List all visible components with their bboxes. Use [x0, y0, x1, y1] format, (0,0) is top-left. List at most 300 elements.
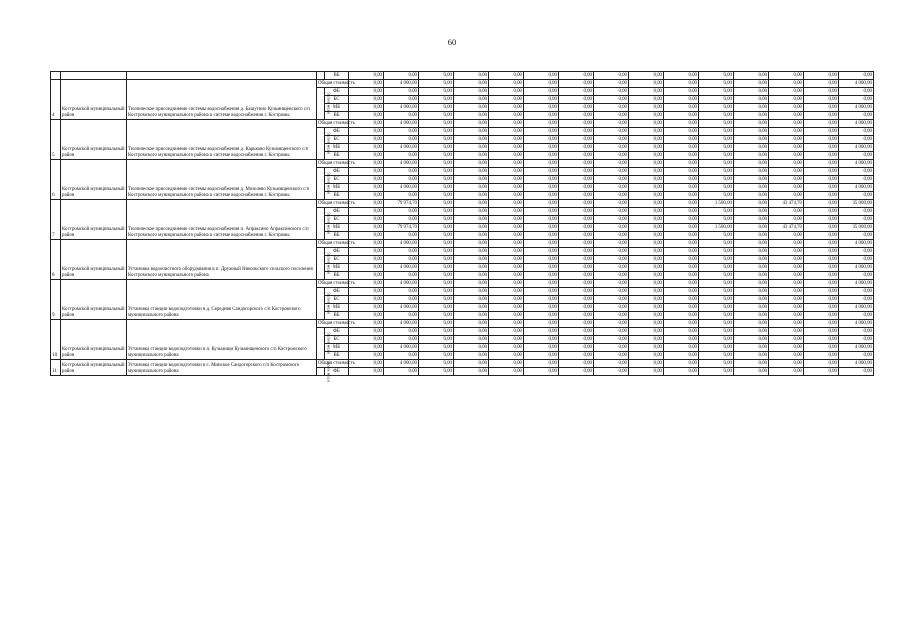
- value-cell: 0,00: [699, 144, 734, 152]
- value-cell: 0,00: [489, 352, 524, 360]
- value-cell: 0,00: [769, 336, 804, 344]
- source-label: БС: [325, 256, 349, 264]
- value-cell: 0,00: [839, 248, 874, 256]
- value-cell: 0,00: [489, 280, 524, 288]
- value-cell: 0,00: [699, 176, 734, 184]
- value-cell: 0,00: [804, 88, 839, 96]
- value-cell: 0,00: [734, 152, 769, 160]
- value-cell: 0,00: [804, 288, 839, 296]
- value-cell: 0,00: [594, 96, 629, 104]
- value-cell: 0,00: [769, 128, 804, 136]
- value-cell: 4 000,00: [839, 280, 874, 288]
- value-cell: 4 000,00: [839, 184, 874, 192]
- source-label: ВБ: [325, 72, 349, 80]
- project-index: 6: [51, 160, 61, 200]
- value-cell: 0,00: [664, 320, 699, 328]
- value-cell: 0,00: [454, 112, 489, 120]
- value-cell: 0,00: [524, 296, 559, 304]
- value-cell: 0,00: [629, 312, 664, 320]
- value-cell: 0,00: [524, 104, 559, 112]
- source-label: БС: [325, 176, 349, 184]
- value-cell: 0,00: [629, 264, 664, 272]
- value-cell: 0,00: [839, 368, 874, 376]
- value-cell: 0,00: [594, 224, 629, 232]
- value-cell: 0,00: [734, 304, 769, 312]
- district-name: Костромской муниципальный район: [61, 200, 127, 240]
- value-cell: 0,00: [454, 168, 489, 176]
- value-cell: 0,00: [664, 80, 699, 88]
- value-cell: 0,00: [804, 336, 839, 344]
- value-cell: 0,00: [524, 248, 559, 256]
- district-name: Костромской муниципальный район: [61, 120, 127, 160]
- source-label: БС: [325, 216, 349, 224]
- value-cell: 0,00: [699, 360, 734, 368]
- value-cell: 0,00: [804, 120, 839, 128]
- value-cell: 4 000,00: [839, 264, 874, 272]
- value-cell: 0,00: [769, 184, 804, 192]
- value-cell: 0,00: [734, 168, 769, 176]
- value-cell: 0,00: [839, 312, 874, 320]
- value-cell: 0,00: [629, 320, 664, 328]
- value-cell: 0,00: [524, 96, 559, 104]
- value-cell: 0,00: [594, 288, 629, 296]
- project-index: 4: [51, 80, 61, 120]
- value-cell: 0,00: [734, 216, 769, 224]
- source-label: ФБ: [325, 208, 349, 216]
- value-cell: 0,00: [349, 72, 384, 80]
- value-cell: 0,00: [769, 72, 804, 80]
- value-cell: 4 000,00: [384, 144, 419, 152]
- value-cell: 0,00: [699, 240, 734, 248]
- value-cell: 0,00: [839, 352, 874, 360]
- value-cell: 4 000,00: [839, 360, 874, 368]
- value-cell: 0,00: [664, 152, 699, 160]
- value-cell: 0,00: [559, 336, 594, 344]
- value-cell: 4 000,00: [384, 104, 419, 112]
- including-label: [317, 288, 331, 320]
- value-cell: 0,00: [664, 96, 699, 104]
- value-cell: 0,00: [349, 336, 384, 344]
- value-cell: 0,00: [839, 96, 874, 104]
- value-cell: 0,00: [489, 168, 524, 176]
- value-cell: 0,00: [594, 256, 629, 264]
- value-cell: 0,00: [664, 264, 699, 272]
- value-cell: 0,00: [804, 112, 839, 120]
- value-cell: 0,00: [664, 232, 699, 240]
- value-cell: 0,00: [594, 360, 629, 368]
- value-cell: 0,00: [349, 264, 384, 272]
- district-name: Костромской муниципальный район: [61, 280, 127, 320]
- value-cell: 0,00: [489, 176, 524, 184]
- value-cell: 0,00: [349, 216, 384, 224]
- value-cell: 0,00: [454, 344, 489, 352]
- value-cell: 0,00: [629, 184, 664, 192]
- value-cell: 0,00: [664, 280, 699, 288]
- value-cell: 0,00: [734, 360, 769, 368]
- value-cell: 0,00: [839, 288, 874, 296]
- value-cell: 0,00: [454, 312, 489, 320]
- value-cell: 0,00: [384, 216, 419, 224]
- value-cell: 4 000,00: [384, 264, 419, 272]
- value-cell: 0,00: [804, 280, 839, 288]
- value-cell: 0,00: [699, 296, 734, 304]
- value-cell: 0,00: [734, 224, 769, 232]
- source-label: ФБ: [325, 88, 349, 96]
- value-cell: 0,00: [664, 168, 699, 176]
- value-cell: 0,00: [524, 120, 559, 128]
- value-cell: 0,00: [384, 208, 419, 216]
- value-cell: 0,00: [664, 328, 699, 336]
- value-cell: 4 000,00: [839, 120, 874, 128]
- table-row: [51, 320, 874, 328]
- value-cell: 0,00: [454, 184, 489, 192]
- value-cell: 0,00: [384, 112, 419, 120]
- value-cell: 0,00: [629, 168, 664, 176]
- value-cell: 0,00: [769, 144, 804, 152]
- value-cell: 0,00: [804, 72, 839, 80]
- value-cell: 0,00: [804, 264, 839, 272]
- including-label: [317, 128, 331, 160]
- value-cell: 0,00: [664, 144, 699, 152]
- value-cell: 0,00: [804, 96, 839, 104]
- source-label: ФБ: [325, 328, 349, 336]
- value-cell: 0,00: [524, 128, 559, 136]
- value-cell: 0,00: [839, 296, 874, 304]
- value-cell: 0,00: [839, 328, 874, 336]
- value-cell: 0,00: [349, 320, 384, 328]
- value-cell: 0,00: [524, 88, 559, 96]
- value-cell: 0,00: [629, 304, 664, 312]
- value-cell: 0,00: [489, 296, 524, 304]
- value-cell: 0,00: [454, 296, 489, 304]
- value-cell: 0,00: [524, 224, 559, 232]
- value-cell: 0,00: [769, 344, 804, 352]
- value-cell: 0,00: [594, 136, 629, 144]
- value-cell: 0,00: [419, 368, 454, 376]
- value-cell: 0,00: [804, 232, 839, 240]
- value-cell: 0,00: [594, 144, 629, 152]
- value-cell: 0,00: [769, 168, 804, 176]
- value-cell: 0,00: [349, 152, 384, 160]
- value-cell: 0,00: [664, 192, 699, 200]
- value-cell: 0,00: [559, 136, 594, 144]
- value-cell: 0,00: [804, 216, 839, 224]
- value-cell: 0,00: [489, 208, 524, 216]
- value-cell: 0,00: [769, 304, 804, 312]
- table-row: [51, 72, 874, 80]
- value-cell: 0,00: [349, 304, 384, 312]
- value-cell: 0,00: [349, 168, 384, 176]
- value-cell: 0,00: [629, 176, 664, 184]
- value-cell: 0,00: [804, 168, 839, 176]
- value-cell: 0,00: [769, 216, 804, 224]
- project-description: Установка станции водоподготовки в с. Минское Сандогорского с/п Костромского муниципального района: [127, 360, 317, 376]
- value-cell: 0,00: [489, 272, 524, 280]
- value-cell: 0,00: [419, 256, 454, 264]
- value-cell: 0,00: [454, 368, 489, 376]
- value-cell: 0,00: [524, 368, 559, 376]
- value-cell: 0,00: [664, 368, 699, 376]
- value-cell: 0,00: [769, 80, 804, 88]
- value-cell: 35 000,00: [839, 224, 874, 232]
- value-cell: 0,00: [839, 216, 874, 224]
- value-cell: 0,00: [839, 256, 874, 264]
- value-cell: 0,00: [769, 136, 804, 144]
- value-cell: 0,00: [664, 312, 699, 320]
- value-cell: 0,00: [419, 240, 454, 248]
- including-text: в том числе:: [325, 132, 331, 155]
- value-cell: 0,00: [349, 88, 384, 96]
- project-index: 11: [51, 360, 61, 376]
- project-description: Техническое присоединение системы водоснабжения д. Мозолево Кузьмищенского с/п Костромского муниципального района к системе водоснабжения г. Костромы: [127, 160, 317, 200]
- value-cell: 0,00: [349, 368, 384, 376]
- value-cell: 0,00: [594, 296, 629, 304]
- value-cell: 0,00: [419, 200, 454, 208]
- value-cell: 0,00: [629, 360, 664, 368]
- value-cell: 4 000,00: [839, 144, 874, 152]
- value-cell: 0,00: [489, 120, 524, 128]
- value-cell: 0,00: [349, 280, 384, 288]
- value-cell: 0,00: [524, 320, 559, 328]
- value-cell: 0,00: [559, 320, 594, 328]
- value-cell: 0,00: [699, 80, 734, 88]
- source-label: ВБ: [325, 232, 349, 240]
- value-cell: 0,00: [594, 112, 629, 120]
- value-cell: 0,00: [559, 352, 594, 360]
- table-row: [51, 360, 874, 368]
- value-cell: 4 000,00: [384, 304, 419, 312]
- value-cell: 0,00: [384, 336, 419, 344]
- value-cell: 0,00: [734, 264, 769, 272]
- value-cell: 0,00: [699, 184, 734, 192]
- value-cell: 0,00: [349, 296, 384, 304]
- value-cell: 0,00: [734, 184, 769, 192]
- value-cell: 0,00: [489, 152, 524, 160]
- value-cell: 0,00: [839, 168, 874, 176]
- value-cell: 0,00: [734, 144, 769, 152]
- including-text: в том числе:: [325, 92, 331, 115]
- value-cell: 0,00: [419, 120, 454, 128]
- value-cell: 0,00: [559, 184, 594, 192]
- value-cell: 0,00: [594, 264, 629, 272]
- source-label: ФБ: [325, 168, 349, 176]
- value-cell: 0,00: [664, 288, 699, 296]
- value-cell: 0,00: [489, 112, 524, 120]
- value-cell: 0,00: [594, 104, 629, 112]
- value-cell: 0,00: [734, 136, 769, 144]
- value-cell: 0,00: [769, 240, 804, 248]
- value-cell: 0,00: [454, 256, 489, 264]
- value-cell: 0,00: [559, 160, 594, 168]
- source-label: ФБ: [325, 288, 349, 296]
- value-cell: 0,00: [839, 128, 874, 136]
- value-cell: 0,00: [594, 120, 629, 128]
- value-cell: 0,00: [489, 128, 524, 136]
- value-cell: 0,00: [839, 112, 874, 120]
- value-cell: 0,00: [804, 80, 839, 88]
- value-cell: 0,00: [349, 200, 384, 208]
- value-cell: 0,00: [629, 328, 664, 336]
- value-cell: 0,00: [559, 80, 594, 88]
- value-cell: 0,00: [804, 136, 839, 144]
- value-cell: 0,00: [629, 256, 664, 264]
- source-label: БС: [325, 136, 349, 144]
- value-cell: 0,00: [454, 280, 489, 288]
- value-cell: 0,00: [769, 152, 804, 160]
- value-cell: 0,00: [804, 256, 839, 264]
- value-cell: 0,00: [769, 280, 804, 288]
- value-cell: 0,00: [419, 88, 454, 96]
- value-cell: 0,00: [769, 176, 804, 184]
- value-cell: 0,00: [489, 264, 524, 272]
- value-cell: 0,00: [559, 232, 594, 240]
- value-cell: 0,00: [664, 72, 699, 80]
- value-cell: 0,00: [454, 128, 489, 136]
- value-cell: 0,00: [419, 280, 454, 288]
- value-cell: 0,00: [454, 360, 489, 368]
- value-cell: 0,00: [699, 112, 734, 120]
- value-cell: 0,00: [839, 176, 874, 184]
- table-row: [51, 240, 874, 248]
- value-cell: 0,00: [629, 96, 664, 104]
- value-cell: 0,00: [734, 112, 769, 120]
- source-label: ВБ: [325, 152, 349, 160]
- table-row: [51, 120, 874, 128]
- value-cell: 0,00: [349, 328, 384, 336]
- value-cell: 0,00: [524, 80, 559, 88]
- value-cell: 0,00: [664, 160, 699, 168]
- value-cell: 0,00: [559, 256, 594, 264]
- value-cell: 0,00: [699, 368, 734, 376]
- value-cell: 0,00: [664, 184, 699, 192]
- value-cell: 0,00: [594, 152, 629, 160]
- value-cell: 0,00: [454, 288, 489, 296]
- value-cell: 0,00: [489, 160, 524, 168]
- value-cell: 0,00: [804, 368, 839, 376]
- district-name: Костромской муниципальный район: [61, 240, 127, 280]
- value-cell: 0,00: [524, 344, 559, 352]
- value-cell: 0,00: [699, 88, 734, 96]
- value-cell: 0,00: [594, 208, 629, 216]
- value-cell: 0,00: [699, 104, 734, 112]
- value-cell: 0,00: [699, 248, 734, 256]
- value-cell: 0,00: [419, 208, 454, 216]
- value-cell: 0,00: [839, 272, 874, 280]
- value-cell: 0,00: [419, 176, 454, 184]
- value-cell: 0,00: [454, 320, 489, 328]
- value-cell: 0,00: [559, 360, 594, 368]
- value-cell: 0,00: [839, 192, 874, 200]
- value-cell: 0,00: [804, 128, 839, 136]
- value-cell: 0,00: [419, 80, 454, 88]
- value-cell: 0,00: [804, 144, 839, 152]
- value-cell: 0,00: [769, 352, 804, 360]
- value-cell: 0,00: [734, 344, 769, 352]
- value-cell: 0,00: [419, 216, 454, 224]
- value-cell: 0,00: [489, 80, 524, 88]
- value-cell: 0,00: [384, 352, 419, 360]
- value-cell: 0,00: [594, 248, 629, 256]
- value-cell: 0,00: [419, 264, 454, 272]
- value-cell: 0,00: [594, 216, 629, 224]
- source-label: МБ: [325, 304, 349, 312]
- value-cell: 0,00: [419, 232, 454, 240]
- value-cell: 0,00: [594, 184, 629, 192]
- value-cell: 35 000,00: [839, 200, 874, 208]
- value-cell: 0,00: [559, 120, 594, 128]
- value-cell: 0,00: [804, 224, 839, 232]
- funding-table: [50, 71, 874, 383]
- value-cell: 0,00: [664, 104, 699, 112]
- value-cell: 0,00: [384, 96, 419, 104]
- value-cell: 0,00: [384, 328, 419, 336]
- total-cost-label: Общая стоимость: [318, 281, 355, 286]
- value-cell: 0,00: [734, 288, 769, 296]
- project-description: Установка станции водоподготовки в п. Кузьмищи Кузьмищенского с/п Костромского муниципального района: [127, 320, 317, 360]
- project-description: Техническое присоединение системы водоснабжения п. Апраксино Апраксинского с/п Костромского муниципального района к системе водоснабжения г. Костромы: [127, 200, 317, 240]
- value-cell: 0,00: [419, 336, 454, 344]
- value-cell: 0,00: [524, 160, 559, 168]
- value-cell: 0,00: [384, 176, 419, 184]
- value-cell: 0,00: [384, 128, 419, 136]
- value-cell: 0,00: [559, 96, 594, 104]
- value-cell: 0,00: [454, 272, 489, 280]
- value-cell: 0,00: [454, 144, 489, 152]
- value-cell: 0,00: [629, 296, 664, 304]
- value-cell: 0,00: [454, 352, 489, 360]
- value-cell: 0,00: [419, 112, 454, 120]
- value-cell: 0,00: [349, 80, 384, 88]
- value-cell: 4 000,00: [384, 120, 419, 128]
- district-name: Костромской муниципальный район: [61, 160, 127, 200]
- value-cell: 0,00: [349, 184, 384, 192]
- value-cell: 0,00: [594, 240, 629, 248]
- value-cell: 0,00: [559, 208, 594, 216]
- value-cell: 0,00: [594, 88, 629, 96]
- value-cell: 0,00: [594, 280, 629, 288]
- value-cell: 0,00: [629, 200, 664, 208]
- value-cell: 4 000,00: [839, 160, 874, 168]
- value-cell: 0,00: [769, 360, 804, 368]
- value-cell: 0,00: [419, 136, 454, 144]
- project-description: Установка водоочистного оборудования в п. Дружный Никольского сельского поселения Костромского муниципального района: [127, 240, 317, 280]
- value-cell: 0,00: [734, 272, 769, 280]
- value-cell: 0,00: [734, 88, 769, 96]
- value-cell: 0,00: [594, 200, 629, 208]
- value-cell: 0,00: [489, 216, 524, 224]
- value-cell: 0,00: [769, 328, 804, 336]
- value-cell: 0,00: [629, 216, 664, 224]
- value-cell: 0,00: [629, 232, 664, 240]
- value-cell: 0,00: [524, 232, 559, 240]
- value-cell: 0,00: [664, 248, 699, 256]
- value-cell: 0,00: [454, 328, 489, 336]
- value-cell: 0,00: [839, 88, 874, 96]
- value-cell: 0,00: [664, 344, 699, 352]
- value-cell: 0,00: [489, 192, 524, 200]
- value-cell: 0,00: [489, 248, 524, 256]
- value-cell: 0,00: [734, 128, 769, 136]
- value-cell: 0,00: [734, 336, 769, 344]
- value-cell: 4 000,00: [839, 344, 874, 352]
- project-description: Установка станции водоподготовки в д. Середняя Сандогорского с/п Костромского муниципального района: [127, 280, 317, 320]
- value-cell: 0,00: [629, 80, 664, 88]
- value-cell: 0,00: [489, 328, 524, 336]
- source-label: БС: [325, 96, 349, 104]
- value-cell: 0,00: [629, 240, 664, 248]
- value-cell: 0,00: [419, 288, 454, 296]
- value-cell: 0,00: [699, 312, 734, 320]
